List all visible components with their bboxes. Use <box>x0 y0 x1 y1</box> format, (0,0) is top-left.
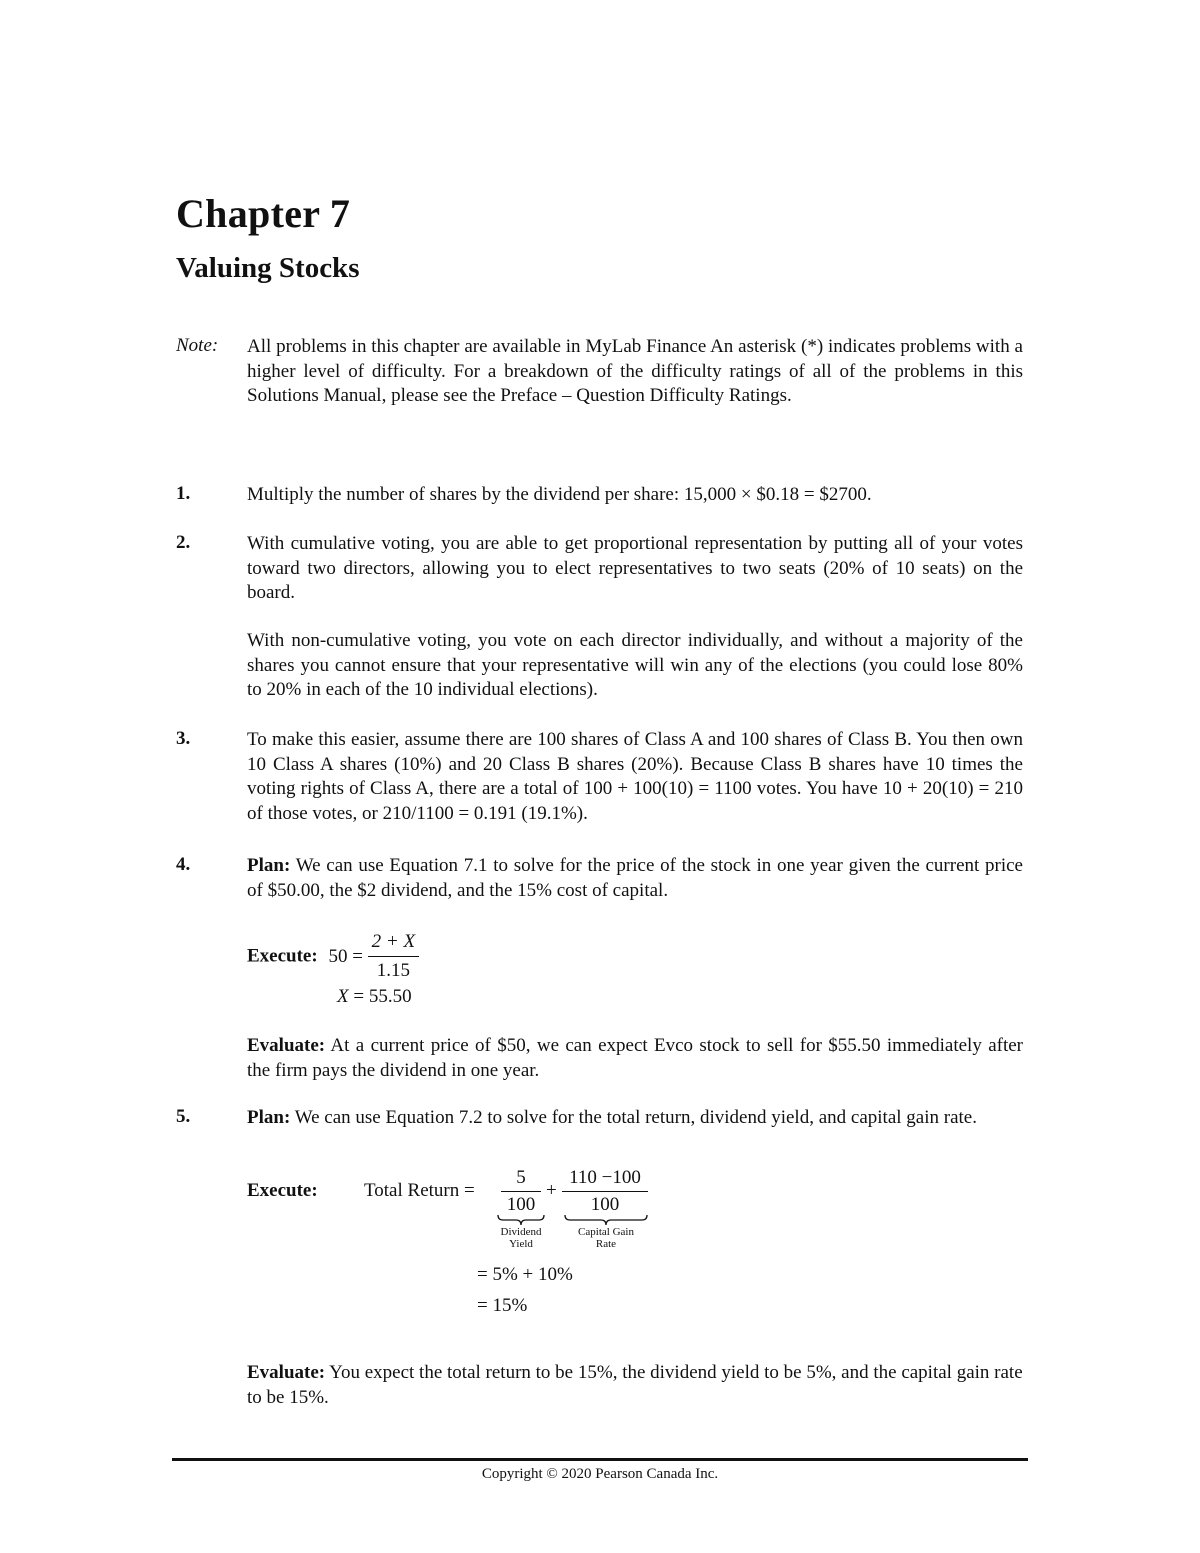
footer-rule <box>172 1458 1028 1461</box>
execute-label: Execute: <box>247 945 318 967</box>
evaluate-label: Evaluate: <box>247 1362 326 1383</box>
problem-number: 3. <box>176 728 191 749</box>
problem-number: 4. <box>176 854 191 875</box>
equation-line-2: = 5% + 10% <box>477 1264 573 1285</box>
problem-4-plan <box>247 854 1023 903</box>
fraction-denominator: 100 <box>590 1194 620 1215</box>
equation-lhs: 50 = <box>328 945 363 967</box>
problem-2-text-2: With non-cumulative voting, you vote on each director individually, and without a majority of the shares you cannot ensure that your representative will win any of the elections (you could lose 80% to 20% in each of the 10 individual elections). <box>247 630 1023 701</box>
fraction-denominator: 100 <box>506 1194 536 1215</box>
plan-text: We can use Equation 7.1 to solve for the price of the stock in one year given the current price of $50.00, the $2 dividend, and the 15% cost of capital. <box>247 855 1023 901</box>
result-variable: X <box>337 986 349 1007</box>
chapter-subtitle: Valuing Stocks <box>176 252 360 284</box>
problem-number: 2. <box>176 532 191 553</box>
capital-gain-fraction <box>562 1165 648 1218</box>
evaluate-label: Evaluate: <box>247 1035 326 1056</box>
problem-number: 1. <box>176 483 191 504</box>
capital-gain-rate-label: Capital Gain Rate <box>578 1226 634 1250</box>
problem-number: 5. <box>176 1106 191 1127</box>
fraction-numerator: 110 −100 <box>562 1165 648 1192</box>
problem-4-result <box>337 986 412 1008</box>
plan-label: Plan: <box>247 855 291 876</box>
chapter-title: Chapter 7 <box>176 191 351 236</box>
equation-lhs: Total Return = <box>364 1180 475 1201</box>
plus-sign: + <box>546 1180 557 1201</box>
evaluate-text: You expect the total return to be 15%, the dividend yield to be 5%, and the capital gain rate to be 15%. <box>247 1362 1023 1408</box>
plan-text: We can use Equation 7.2 to solve for the total return, dividend yield, and capital gain rate. <box>294 1107 977 1128</box>
footer-copyright: Copyright © 2020 Pearson Canada Inc. <box>481 1466 719 1482</box>
problem-5-evaluate <box>247 1361 1023 1410</box>
execute-label: Execute: <box>247 1180 318 1201</box>
underbrace-capital-gain <box>564 1214 648 1226</box>
problem-1-text: Multiply the number of shares by the dividend per share: 15,000 × $0.18 = $2700. <box>247 484 872 505</box>
problem-4-evaluate <box>247 1034 1023 1083</box>
note-label: Note: <box>176 335 219 356</box>
underbrace-dividend <box>497 1214 545 1226</box>
dividend-yield-fraction <box>501 1165 541 1218</box>
equation-line-3: = 15% <box>477 1295 528 1316</box>
problem-5-plan <box>247 1106 1023 1131</box>
problem-2-text-1: With cumulative voting, you are able to get proportional representation by putting all of your votes toward two directors, allowing you to elect representatives to two seats (20% of 10 seats) on the board. <box>247 533 1023 604</box>
fraction-numerator: 2 + X <box>368 928 419 957</box>
result-value: = 55.50 <box>353 986 412 1007</box>
equation-fraction <box>368 928 419 985</box>
problem-3-text: To make this easier, assume there are 100 shares of Class A and 100 shares of Class B. You then own 10 Class A shares (10%) and 20 Class B shares (20%). Because Class B shares have 10 times the voting rights of Class A, there are a total of 100 + 100(10) = 1100 votes. You have 10 + 20(10) = 210 of those votes, or 210/1100 = 0.191 (19.1%). <box>247 729 1023 824</box>
plan-label: Plan: <box>247 1107 291 1128</box>
note-text: All problems in this chapter are available in MyLab Finance An asterisk (*) indicates problems with a higher level of difficulty. For a breakdown of the difficulty ratings of all of the problems in this Solutions Manual, please see the Preface – Question Difficulty Ratings. <box>247 336 1023 407</box>
fraction-numerator: 5 <box>501 1165 541 1192</box>
fraction-denominator: 1.15 <box>376 960 411 981</box>
dividend-yield-label: Dividend Yield <box>500 1226 542 1250</box>
problem-4-execute <box>247 928 419 985</box>
evaluate-text: At a current price of $50, we can expect Evco stock to sell for $55.50 immediately after the firm pays the dividend in one year. <box>247 1035 1023 1081</box>
